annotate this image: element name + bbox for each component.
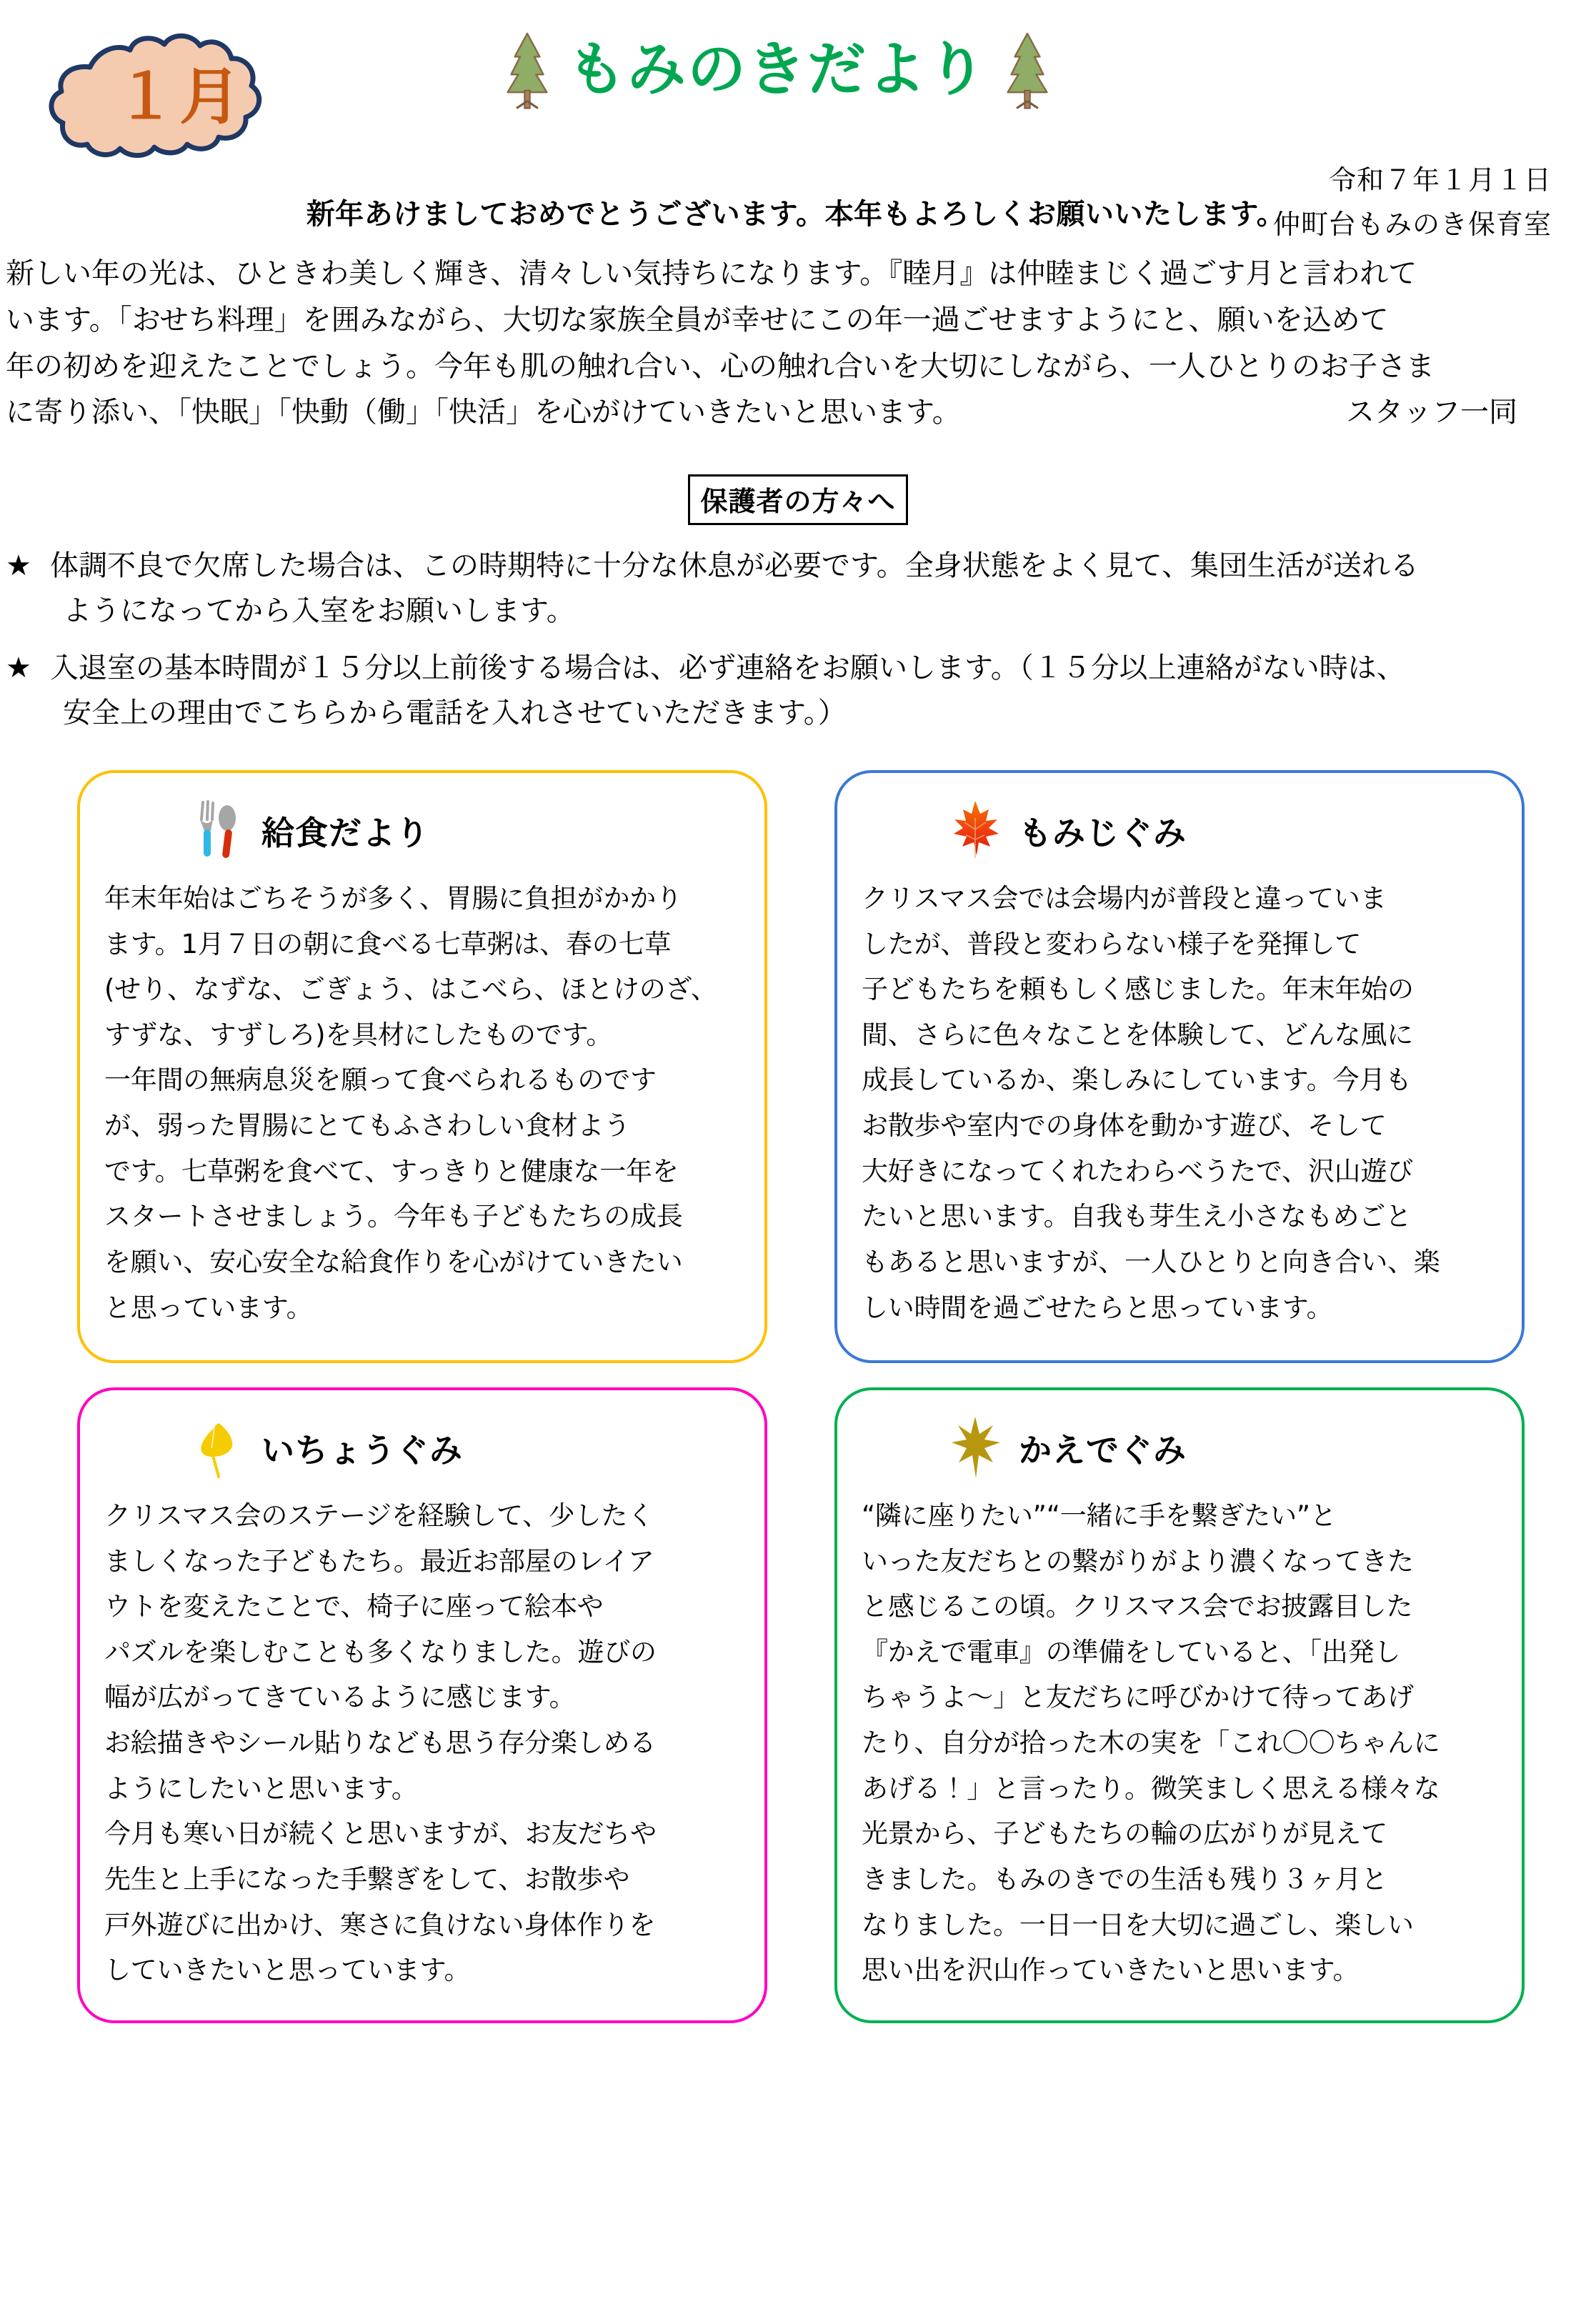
- class-report-grid: [0, 770, 1596, 2023]
- card-line: 幅が広がってきているように感じます。: [104, 1682, 576, 1713]
- card-body: [862, 1493, 1500, 1993]
- card-line: もあると思いますが、一人ひとりと向き合い、楽: [862, 1246, 1440, 1277]
- ginkgo-leaf-icon: [190, 1415, 246, 1481]
- notice-text-line: 体調不良で欠席した場合は、この時期特に十分な休息が必要です。全身状態をよく見て、集団生活が送れる: [50, 549, 1419, 583]
- notice-item: [6, 646, 1585, 736]
- notice-heading: 保護者の方々へ: [688, 474, 907, 525]
- card-line: 子どもたちを頼もしく感じました。年末年始の: [862, 974, 1414, 1005]
- card-momiji-gumi: [834, 770, 1525, 1363]
- card-line: と感じるこの頃。クリスマス会でお披露目した: [862, 1591, 1413, 1622]
- intro-line: 新しい年の光は、ひときわ美しく輝き、清々しい気持ちになります。『睦月』は仲睦まじく過ごす月と言われて: [6, 257, 1417, 290]
- card-line: “隣に座りたい”“一緒に手を繋ぎたい”と: [862, 1500, 1337, 1531]
- intro-greeting: 新年あけましておめでとうございます。本年もよろしくお願いいたします。: [306, 198, 1286, 231]
- card-line: ちゃうよ〜」と友だちに呼びかけて待ってあげ: [862, 1682, 1414, 1713]
- card-title: かえでぐみ: [1019, 1430, 1187, 1470]
- card-line: です。七草粥を食べて、すっきりと健康な一年を: [104, 1155, 679, 1187]
- card-line: 先生と上手になった手繋ぎをして、お散歩や: [104, 1863, 630, 1895]
- intro-line: 年の初めを迎えたことでしょう。今年も肌の触れ合い、心の触れ合いを大切にしながら、一人ひとりのお子さま: [6, 349, 1435, 383]
- intro-line: に寄り添い、「快眠」「快動（働」「快活」を心がけていきたいと思います。: [6, 396, 961, 429]
- card-line: たいと思います。自我も芽生え小さなもめごと: [862, 1201, 1412, 1232]
- card-header: [104, 1409, 743, 1487]
- fork-and-spoon-icon: [190, 798, 246, 864]
- notice-item-text: [50, 544, 1585, 634]
- card-line: していきたいと思っています。: [104, 1955, 471, 1986]
- card-line: すずな、すずしろ)を具材にしたものです。: [104, 1019, 613, 1050]
- masthead: [500, 30, 1054, 110]
- card-line: 成長しているか、楽しみにしています。今月も: [862, 1064, 1412, 1096]
- notice-item: [6, 544, 1585, 634]
- card-line: クリスマス会のステージを経験して、少したく: [104, 1500, 654, 1531]
- notice-list: [0, 544, 1596, 736]
- card-title: 給食だより: [261, 813, 429, 852]
- card-line: 大好きになってくれたわらべうたで、沢山遊び: [862, 1155, 1414, 1187]
- card-header: [862, 1409, 1500, 1487]
- card-line: 戸外遊びに出かけ、寒さに負けない身体作りを: [104, 1909, 656, 1940]
- card-line: ます。1月７日の朝に食べる七草粥は、春の七草: [104, 928, 672, 959]
- card-line: したが、普段と変わらない様子を発揮して: [862, 928, 1362, 959]
- card-line: 『かえで電車』の準備をしていると、「出発し: [862, 1636, 1401, 1667]
- card-body: [104, 1493, 743, 1993]
- card-line: ましくなった子どもたち。最近お部屋のレイア: [104, 1545, 654, 1577]
- card-line: あげる！」と言ったり。微笑ましく思える様々な: [862, 1772, 1440, 1804]
- notice-text-line: 安全上の理由でこちらから電話を入れさせていただきます。）: [63, 696, 847, 729]
- card-body: [104, 876, 743, 1330]
- pine-tree-icon: [1000, 30, 1054, 110]
- maple-star-icon: [947, 1415, 1003, 1481]
- card-line: スタートさせましょう。今年も子どもたちの成長: [104, 1201, 683, 1232]
- card-line: (せり、なずな、ごぎょう、はこべら、ほとけのざ、: [104, 974, 717, 1005]
- card-line: 今月も寒い日が続くと思いますが、お友だちや: [104, 1818, 657, 1850]
- card-line: きました。もみのきでの生活も残り３ヶ月と: [862, 1863, 1387, 1895]
- intro-line: います。「おせち料理」を囲みながら、大切な家族全員が幸せにこの年一過ごせますようにと、願いを込めて: [6, 303, 1389, 336]
- card-line: ウトを変えたことで、椅子に座って絵本や: [104, 1591, 604, 1622]
- card-line: と思っています。: [104, 1292, 313, 1323]
- card-kyushoku-dayori: [77, 770, 767, 1363]
- card-line: なりました。一日一日を大切に過ごし、楽しい: [862, 1909, 1414, 1940]
- star-bullet-icon: ★: [6, 651, 31, 684]
- notice-text-line: 入退室の基本時間が１５分以上前後する場合は、必ず連絡をお願いします。（１５分以上連絡がない時は、: [50, 651, 1405, 684]
- page-title: もみのきだより: [567, 36, 988, 104]
- issue-date: 令和７年１月１日: [1328, 164, 1552, 196]
- card-line: お絵描きやシール貼りなども思う存分楽しめる: [104, 1727, 657, 1759]
- card-line: が、弱った胃腸にとてもふさわしい食材よう: [104, 1110, 630, 1142]
- card-body: [862, 876, 1500, 1330]
- card-line: 間、さらに色々なことを体験して、どんな風に: [862, 1019, 1414, 1050]
- organization-name: 仲町台もみのき保育室: [1272, 208, 1552, 240]
- card-title: いちょうぐみ: [261, 1430, 463, 1470]
- notice-section: [0, 474, 1596, 736]
- card-kaede-gumi: [834, 1387, 1525, 2023]
- card-header: [862, 792, 1500, 870]
- card-line: いった友だちとの繋がりがより濃くなってきた: [862, 1545, 1414, 1577]
- month-badge-label: １月: [115, 61, 244, 133]
- pine-tree-icon: [500, 30, 554, 110]
- notice-text-line: ようになってから入室をお願いします。: [63, 594, 575, 628]
- issue-meta: [1273, 159, 1552, 246]
- intro-line-with-signature: [6, 389, 1586, 436]
- card-line: 一年間の無病息災を願って食べられるものです: [104, 1064, 657, 1096]
- card-line: 思い出を沢山作っていきたいと思います。: [862, 1955, 1360, 1986]
- card-line: パズルを楽しむことも多くなりました。遊びの: [104, 1636, 657, 1667]
- intro-signature: スタッフ一同: [1346, 396, 1517, 429]
- card-line: ようにしたいと思います。: [104, 1772, 418, 1804]
- card-line: クリスマス会では会場内が普段と違っていま: [862, 882, 1387, 914]
- card-line: 年末年始はごちそうが多く、胃腸に負担がかかり: [104, 882, 682, 914]
- card-line: 光景から、子どもたちの輪の広がりが見えて: [862, 1818, 1387, 1850]
- card-line: たり、自分が拾った木の実を「これ〇〇ちゃんに: [862, 1727, 1440, 1759]
- card-icho-gumi: [77, 1387, 767, 2023]
- notice-item-text: [50, 646, 1585, 736]
- card-line: しい時間を過ごせたらと思っています。: [862, 1292, 1333, 1323]
- notice-heading-wrap: [0, 474, 1596, 525]
- card-title: もみじぐみ: [1019, 813, 1187, 852]
- month-badge: [41, 23, 313, 160]
- card-line: を願い、安心安全な給食作りを心がけていきたい: [104, 1246, 683, 1277]
- card-header: [104, 792, 743, 870]
- card-line: お散歩や室内での身体を動かす遊び、そして: [862, 1110, 1387, 1142]
- maple-leaf-icon: [947, 798, 1003, 864]
- star-bullet-icon: ★: [6, 549, 31, 583]
